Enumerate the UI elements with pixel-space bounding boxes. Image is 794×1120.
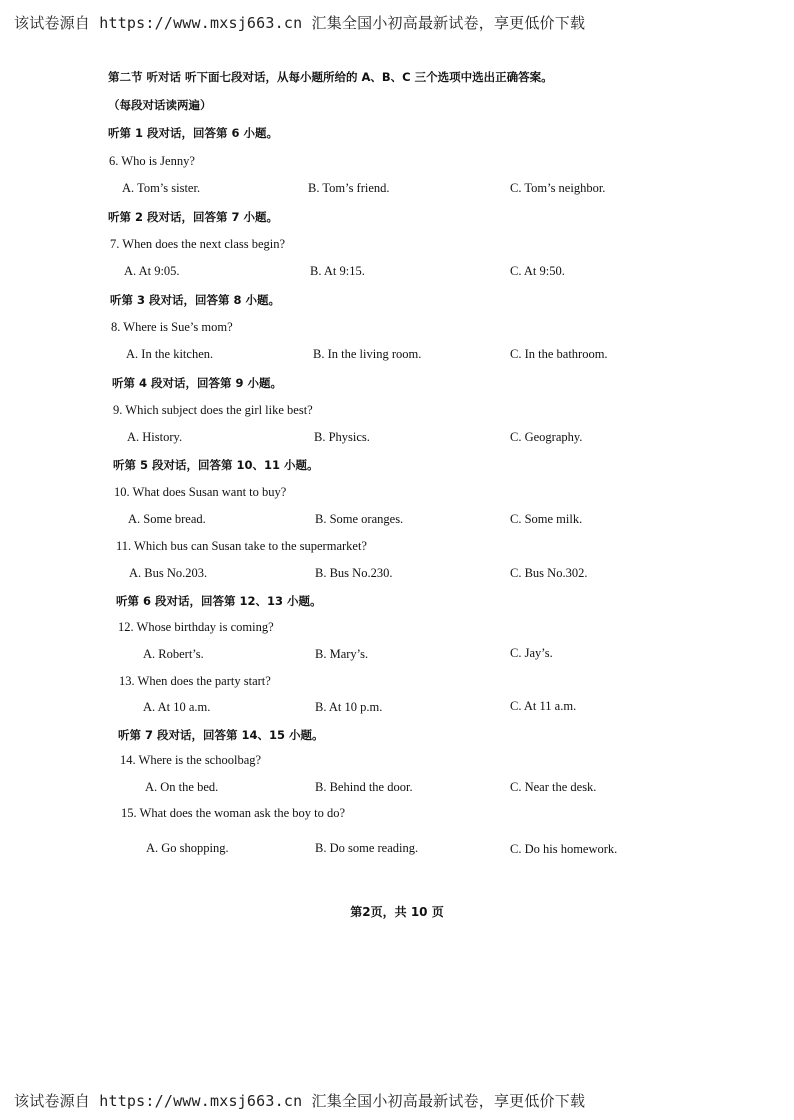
- option-c: C. Geography.: [510, 430, 583, 444]
- question: 6. Who is Jenny?: [109, 154, 195, 168]
- dialogue-prompt: 听第 6 段对话，回答第 12、13 小题。: [116, 594, 322, 608]
- option-c: C. Tom’s neighbor.: [510, 181, 606, 195]
- option-b: B. Mary’s.: [315, 647, 369, 661]
- option-b: B. At 10 p.m.: [315, 700, 383, 714]
- question: 7. When does the next class begin?: [110, 237, 286, 251]
- option-c: C. Jay’s.: [510, 646, 553, 660]
- option-c: C. At 11 a.m.: [510, 699, 577, 713]
- dialogue-prompt: 听第 4 段对话，回答第 9 小题。: [112, 376, 283, 390]
- option-a: A. Bus No.203.: [129, 566, 208, 580]
- option-a: A. In the kitchen.: [126, 347, 214, 361]
- page-number: 第2页，共 10 页: [350, 905, 444, 919]
- option-b: B. Bus No.230.: [315, 566, 393, 580]
- option-b: B. At 9:15.: [310, 264, 365, 278]
- question: 10. What does Susan want to buy?: [114, 485, 287, 499]
- option-b: B. Tom’s friend.: [308, 181, 390, 195]
- option-a: A. Some bread.: [128, 512, 206, 526]
- question: 8. Where is Sue’s mom?: [111, 320, 233, 334]
- option-b: B. Behind the door.: [315, 780, 413, 794]
- question: 15. What does the woman ask the boy to do?: [121, 806, 346, 820]
- dialogue-prompt: 听第 7 段对话，回答第 14、15 小题。: [118, 728, 324, 742]
- question: 11. Which bus can Susan take to the supermarket?: [116, 539, 367, 553]
- option-c: C. In the bathroom.: [510, 347, 608, 361]
- dialogue-prompt: 听第 3 段对话，回答第 8 小题。: [110, 293, 281, 307]
- option-a: A. At 9:05.: [124, 264, 180, 278]
- option-c: C. Near the desk.: [510, 780, 597, 794]
- option-c: C. Do his homework.: [510, 842, 618, 856]
- option-a: A. Tom’s sister.: [122, 181, 201, 195]
- watermark-top: 该试卷源自 https://www.mxsj663.cn 汇集全国小初高最新试卷，享更低价下载: [14, 14, 586, 32]
- section-note: （每段对话读两遍）: [108, 98, 212, 112]
- dialogue-prompt: 听第 1 段对话，回答第 6 小题。: [108, 126, 279, 140]
- dialogue-prompt: 听第 2 段对话，回答第 7 小题。: [108, 210, 279, 224]
- dialogue-prompt: 听第 5 段对话，回答第 10、11 小题。: [113, 458, 319, 472]
- option-b: B. Physics.: [314, 430, 370, 444]
- option-c: C. Some milk.: [510, 512, 583, 526]
- question: 14. Where is the schoolbag?: [120, 753, 262, 767]
- option-b: B. Some oranges.: [315, 512, 404, 526]
- question: 12. Whose birthday is coming?: [118, 620, 274, 634]
- option-b: B. Do some reading.: [315, 841, 419, 855]
- question: 13. When does the party start?: [119, 674, 271, 688]
- option-b: B. In the living room.: [313, 347, 422, 361]
- watermark-bottom: 该试卷源自 https://www.mxsj663.cn 汇集全国小初高最新试卷，享更低价下载: [14, 1092, 586, 1110]
- question: 9. Which subject does the girl like best?: [113, 403, 313, 417]
- option-a: A. On the bed.: [145, 780, 219, 794]
- option-c: C. At 9:50.: [510, 264, 565, 278]
- option-c: C. Bus No.302.: [510, 566, 588, 580]
- option-a: A. History.: [127, 430, 183, 444]
- section-title: 第二节 听对话 听下面七段对话，从每小题所给的 A、B、C 三个选项中选出正确答案。: [108, 70, 553, 84]
- option-a: A. At 10 a.m.: [143, 700, 211, 714]
- option-a: A. Robert’s.: [143, 647, 204, 661]
- option-a: A. Go shopping.: [146, 841, 229, 855]
